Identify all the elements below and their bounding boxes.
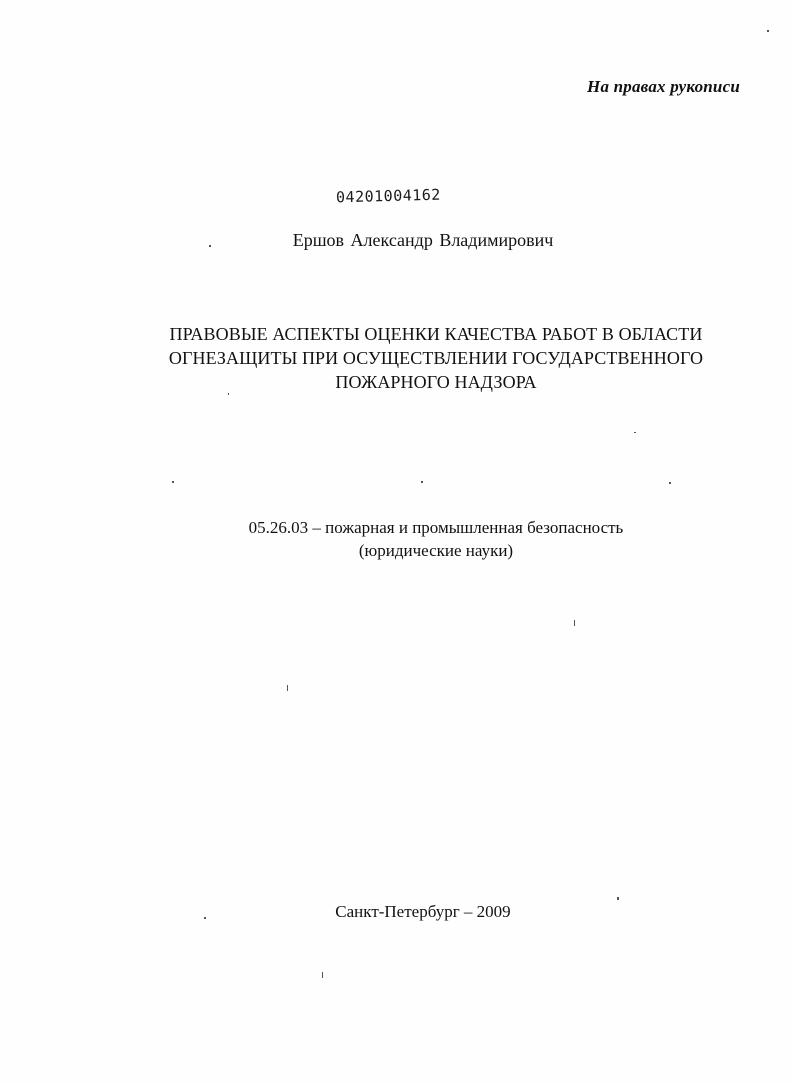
title-line: ПОЖАРНОГО НАДЗОРА: [335, 372, 537, 392]
scan-speck: [421, 481, 423, 483]
scan-speck: [767, 30, 769, 32]
author-name: Ершов Александр Владимирович: [292, 230, 554, 250]
scan-speck: [634, 432, 636, 433]
scan-speck: [669, 482, 671, 484]
scan-speck: [287, 685, 288, 691]
scan-speck: [204, 917, 206, 919]
specialty-field: (юридические науки): [358, 541, 514, 560]
specialty-code: 05.26.03 – пожарная и промышленная безопасность: [248, 518, 624, 537]
specialty-block: [160, 516, 712, 562]
scan-speck: [617, 897, 619, 900]
scan-speck: [228, 393, 229, 395]
city-year: Санкт-Петербург – 2009: [335, 902, 511, 921]
scan-speck: [574, 620, 575, 626]
catalog-number: 04201004162: [335, 185, 442, 207]
title-line: ОГНЕЗАЩИТЫ ПРИ ОСУЩЕСТВЛЕНИИ ГОСУДАРСТВЕННОГО: [168, 348, 704, 368]
scan-speck: [172, 481, 174, 483]
dissertation-title: [100, 322, 772, 394]
manuscript-rights-label: На правах рукописи: [587, 77, 740, 96]
scan-speck: [209, 245, 211, 247]
scan-speck: [322, 972, 323, 978]
title-line: ПРАВОВЫЕ АСПЕКТЫ ОЦЕНКИ КАЧЕСТВА РАБОТ В ОБЛАСТИ: [169, 324, 703, 344]
